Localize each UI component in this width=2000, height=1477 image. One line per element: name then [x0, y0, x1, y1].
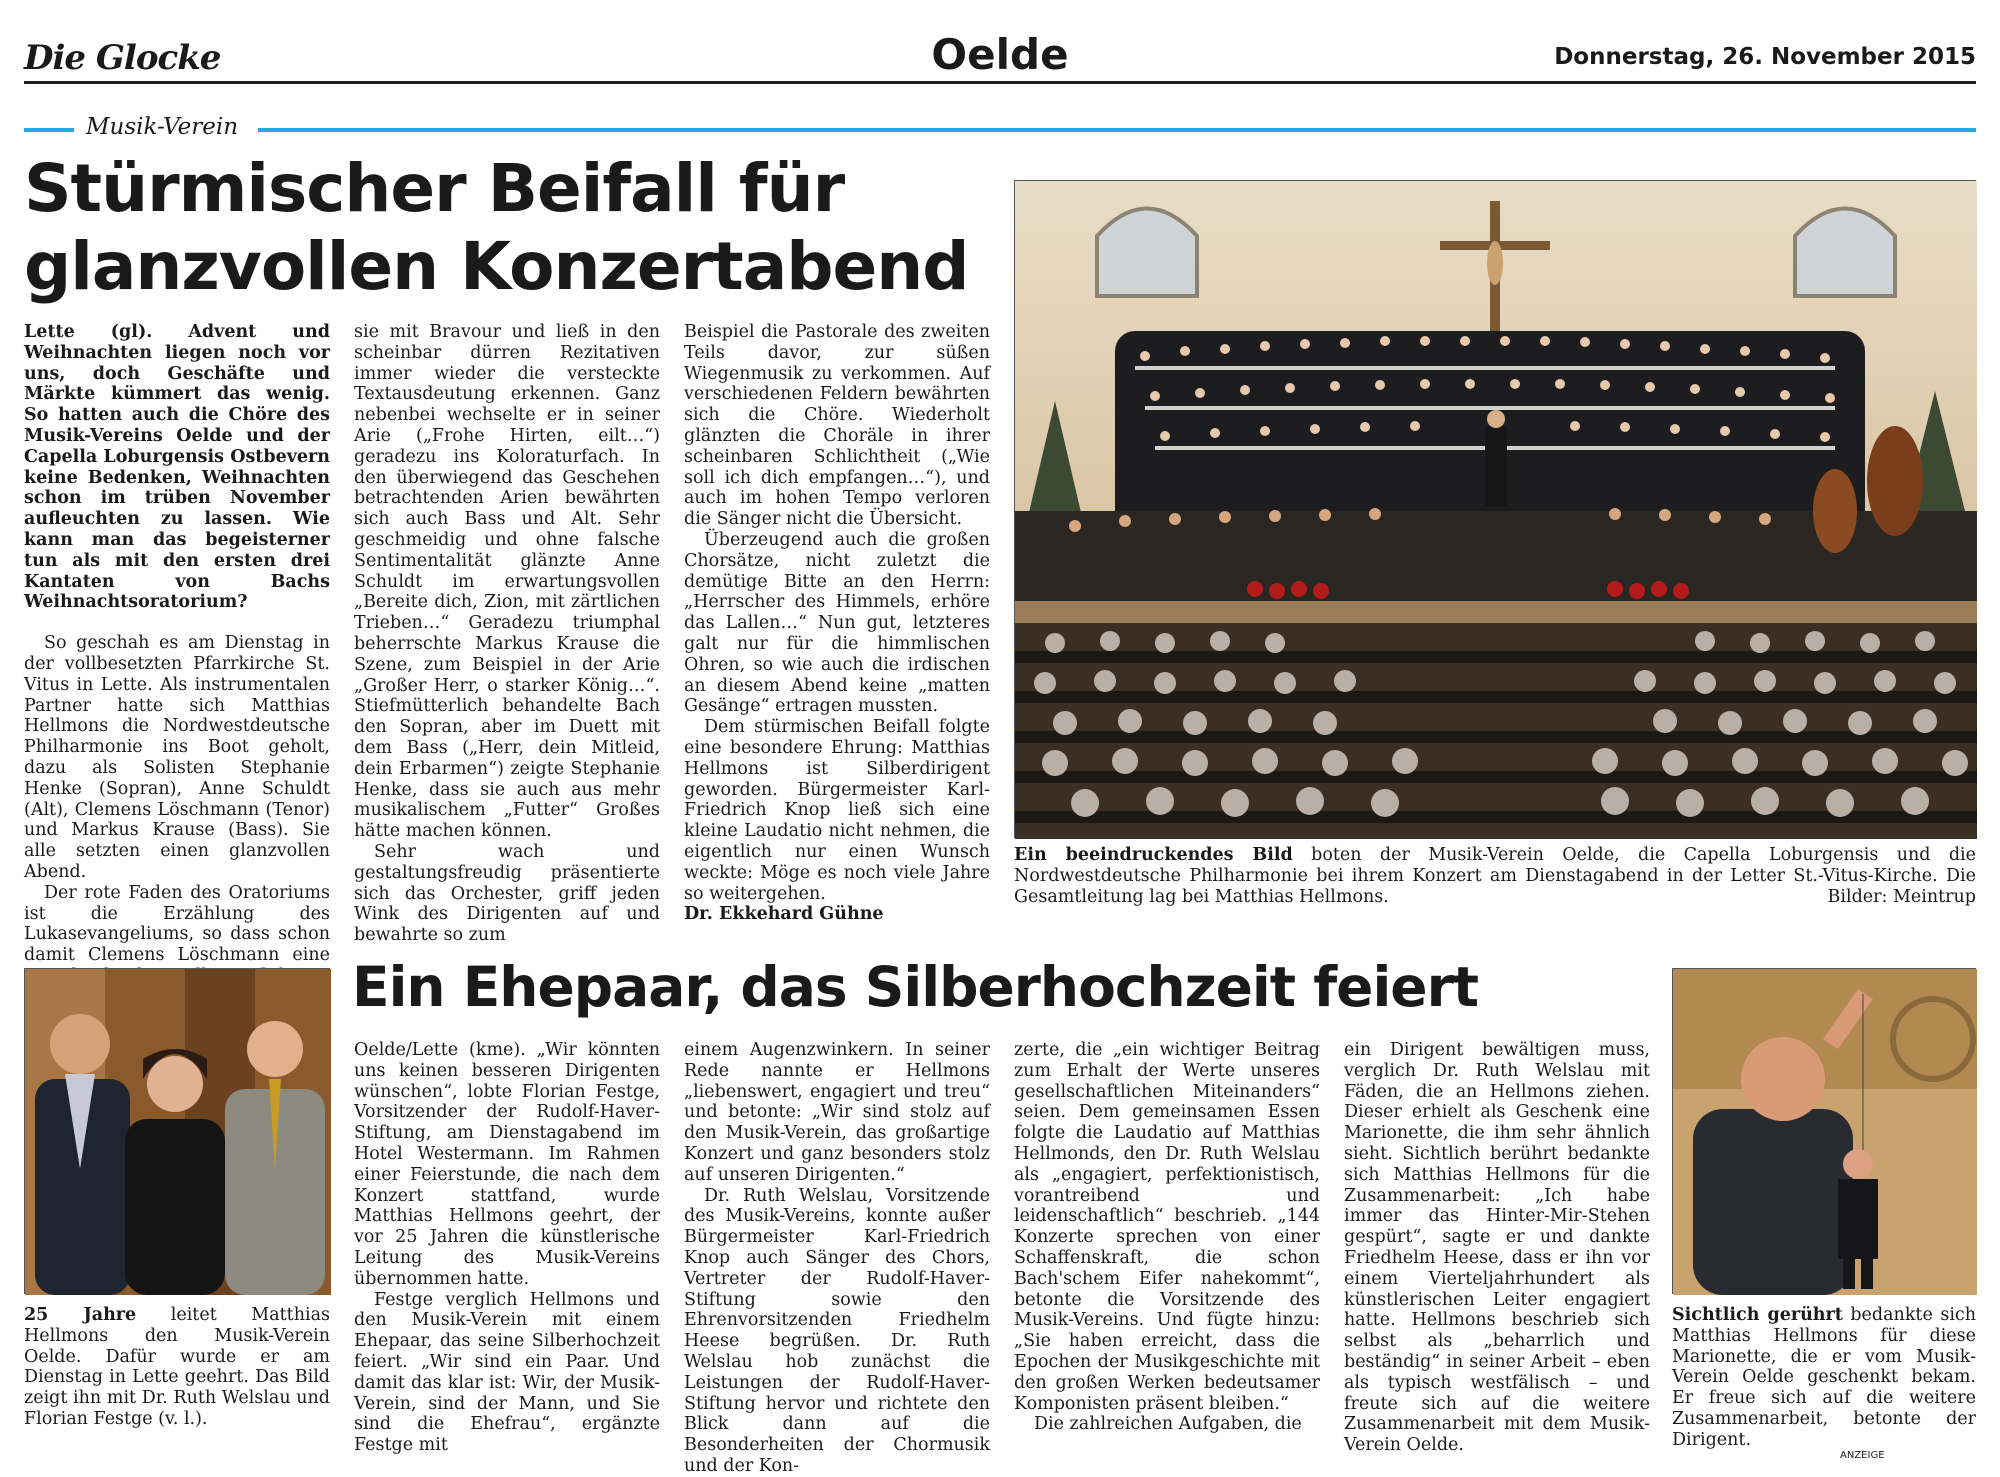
caption-text: bedankte sich Matthias Hellmons für diese Marionette, die er vom Musik-Verein Oelde geschenkt bekam. Er freue sich auf die weitere Zusammenarbeit, betonte der Dirigent. — [1672, 1305, 1976, 1450]
article1-paragraph: Der rote Faden des Oratoriums ist die Erzählung des Lukasevangeliums, so dass schon damit Clemens Löschmann eine — [24, 882, 330, 966]
article1-paragraph: Dem stürmischen Beifall folgte eine besondere Ehrung: Matthias Hellmons ist Silberdirigent geworden. Bürgermeister Karl-Friedrich Knop ließ sich eine kleine Laudatio nicht nehmen, die eigentlich nur einen Wunsch weckte: Möge es noch viele Jahre so weitergehen. — [684, 717, 990, 904]
article1-paragraph: sie mit Bravour und ließ in den scheinbar dürren Rezitativen immer wieder die versteckte Textausdeutung erkennen. Ganz nebenbei wechselte er in seiner Arie („Frohe Hirten, eilt…“) geradezu ins Koloraturfach. In den überwiegend das Geschehen betrachtenden Arien bewährten sich auch Bass und Alt. Sehr geschmeidig und ohne falsche Sentimentalität glänzte Anne Schuldt im erwartungsvollen „Bereite dich, Zion, mit zärtlichen Trieben…“ Geradezu triumphal beherrschte Markus Krause die Szene, zum Beispiel in der Arie „Großer Herr, o starker König…“. Stiefmütterlich behandelte Bach den Sopran, aber im Duett mit dem Bass („Herr, dein Mitleid, dein Erbarmen“) zeigte Stephanie Henke, dass sie auch aus mehr musikalischem „Futter“ Großes hätte machen können. — [354, 322, 660, 842]
marionette-photo-caption — [1672, 1305, 1976, 1451]
article2-headline: Ein Ehepaar, das Silberhochzeit feiert — [352, 955, 1479, 1019]
article1-author: Dr. Ekkehard Gühne — [684, 904, 884, 925]
local-section-title: Oelde — [931, 30, 1069, 79]
article2-column-2 — [684, 1040, 990, 1477]
article2-paragraph: ein Dirigent bewältigen muss, verglich Dr. Ruth Welslau mit Fäden, die an Hellmons ziehen. Dieser erhielt als Geschenk eine Marionette, die ihm sehr ähnlich sieht. Sichtlich berührt bedankte sich Matthias Hellmons für die Zusammenarbeit: „Ich habe immer das Hinter-Mir-Stehen gespürt“, sagte er und dankte Friedhelm Heese, dass er ihn vor einem Vierteljahrhundert als künstlerischen Leiter engagiert hatte. Hellmons beschrieb sich selbst als „beharrlich und beständig“ in seiner Arbeit – eben als typisch westfälisch – und freute sich auf die weitere Zusammenarbeit mit dem Musik-Verein Oelde. — [1344, 1040, 1650, 1456]
article1-paragraph: Überzeugend auch die großen Chorsätze, nicht zuletzt die demütige Bitte an den Herrn: „Herrscher des Himmels, erhöre das Lallen…“ Nun gut, letzteres galt nur für die himmlischen Ohren, so wie auch die irdischen an diesem Abend keine „matten Gesänge“ ertragen mussten. — [684, 529, 990, 717]
rubric-rule-right — [258, 128, 1976, 132]
article1-lead: Lette (gl). Advent und Weihnachten liegen noch vor uns, doch Geschäfte und Märkte kümmert das wenig. So hatten auch die Chöre des Musik-Vereins Oelde und der Capella Loburgensis Ostbevern keine Bedenken, Weihnachten schon im trüben November aufleuchten zu lassen. Wie kann man das begeisterner tun als mit den ersten drei Kantaten von Bachs Weihnachtsoratorium? — [24, 322, 330, 613]
masthead — [24, 30, 1976, 84]
article1-column-1 — [24, 322, 330, 1008]
article1-paragraph: So geschah es am Dienstag in der vollbesetzten Pfarrkirche St. Vitus in Lette. Als instrumentalen Partner hatte sich Matthias Hellmons die Nordwestdeutsche Philharmonie ins Boot geholt, dazu als Solisten Stephanie Henke (Sopran), Anne Schuldt (Alt), Clemens Löschmann (Tenor) und Markus Krause (Bass). Sie alle setzten einen glanzvollen Abend. — [24, 633, 330, 882]
article1-paragraph: Sehr wach und gestaltungsfreudig präsentierte sich das Orchester, griff jeden Wink des Dirigenten auf und bewahrte so zum — [354, 841, 660, 946]
newspaper-logo: Die Glocke — [24, 38, 221, 78]
article1-headline-line2: glanzvollen Konzertabend — [24, 228, 969, 305]
caption-bold-lead: Ein beeindruckendes Bild — [1014, 845, 1293, 865]
article1-headline-line1: Stürmischer Beifall für — [24, 150, 845, 227]
article2-paragraph: Dr. Ruth Welslau, Vorsitzende des Musik-Vereins, konnte außer Bürgermeister Karl-Friedrich Knop auch Sänger des Chors, Vertreter der Rudolf-Haver-Stiftung sowie den Ehrenvorsitzenden Friedhelm Heese begrüßen. Dr. Ruth Welslau hob zunächst die Leistungen der Rudolf-Haver-Stiftung hervor und richtete den Blick dann auf die Besonderheiten der Chormusik und der Kon- — [684, 1185, 990, 1476]
article2-paragraph: Festge verglich Hellmons und den Musik-Verein mit einem Ehepaar, das seine Silberhochzeit feiert. „Wir sind ein Paar. Und damit das klar ist: Wir, der Musik-Verein, sind der Mann, und Sie sind die Ehefrau“, ergänzte Festge mit — [354, 1289, 660, 1456]
ceremony-illustration — [25, 969, 331, 1295]
caption-bold-lead: Sichtlich gerührt — [1672, 1305, 1843, 1325]
article2-paragraph: Oelde/Lette (kme). „Wir könnten uns keinen besseren Dirigenten wünschen“, lobte Florian Festge, Vorsitzender der Rudolf-Haver-Stiftung, am Dienstagabend im Hotel Westermann. Im Rahmen einer Feierstunde, die nach dem Konzert stattfand, wurde Matthias Hellmons geehrt, der vor 25 Jahren die künstlerische Leitung des Musik-Vereins übernommen hatte. — [354, 1040, 660, 1289]
rubric-label: Musik-Verein — [86, 114, 239, 140]
marionette-photo — [1672, 968, 1976, 1294]
ad-label: ANZEIGE — [1840, 1450, 1885, 1461]
article1-headline — [24, 150, 984, 306]
article2-paragraph: Die zahlreichen Aufgaben, die — [1034, 1414, 1302, 1435]
article2-column-1 — [354, 1040, 660, 1456]
issue-date: Donnerstag, 26. November 2015 — [1554, 44, 1976, 70]
photo-credit: Bilder: Meintrup — [1827, 887, 1976, 907]
article2-column-3 — [1014, 1040, 1320, 1435]
caption-text: leitet Matthias Hellmons den Musik-Verein Oelde. Dafür wurde er am Dienstag in Lette geehrt. Das Bild zeigt ihn mit Dr. Ruth Welslau und Florian Festge (v. l.). — [24, 1305, 330, 1429]
article2-paragraph: einem Augenzwinkern. In seiner Rede nannte er Hellmons „liebenswert, engagiert und treu“ und betonte: „Wir sind stolz auf den Musik-Verein, das großartige Konzert und ganz besonders stolz auf unseren Dirigenten.“ — [684, 1040, 990, 1185]
article1-column-2 — [354, 322, 660, 946]
caption-text: boten der Musik-Verein Oelde, die Capella Loburgensis und die Nordwestdeutsche Philharmonie bei ihrem Konzert am Dienstagabend in der Letter St.-Vitus-Kirche. Die Gesamtleitung lag bei Matthias Hellmons. — [1014, 845, 1976, 907]
article2-column-4 — [1344, 1040, 1650, 1456]
concert-photo — [1014, 180, 1976, 838]
ceremony-photo-caption — [24, 1305, 330, 1430]
concert-illustration — [1015, 181, 1977, 839]
article1-column-3 — [684, 322, 990, 925]
article1-paragraph: Beispiel die Pastorale des zweiten Teils davor, zur süßen Wiegenmusik zu verkommen. Auf verschiedenen Feldern bewährten sich die Chöre. Wiederholt glänzten die Choräle in ihrer scheinbaren Schlichtheit („Wie soll ich dich empfangen…“), und auch im hohen Tempo verloren die Sänger nicht die Übersicht. — [684, 322, 990, 530]
caption-bold-lead: 25 Jahre — [24, 1305, 137, 1325]
marionette-illustration — [1673, 969, 1977, 1295]
article2-paragraph: zerte, die „ein wichtiger Beitrag zum Erhalt der Werte unseres gesellschaftlichen Miteinanders“ seien. Dem gemeinsamen Essen folgte die Laudatio auf Matthias Hellmonds, den Dr. Ruth Welslau als „engagiert, perfektionistisch, vorantreibend und leidenschaftlich“ beschrieb. „144 Konzerte sprechen von einer Schaffenskraft, die schon Bach'schem Eifer nahekommt“, betonte die Vorsitzende des Musik-Vereins. Und fügte hinzu: „Sie haben erreicht, dass die Epochen der Musikgeschichte mit den großen Werken bedeutsamer Komponisten präsent bleiben.“ — [1014, 1040, 1320, 1414]
ceremony-photo — [24, 968, 330, 1294]
rubric-rule-left — [24, 128, 74, 132]
